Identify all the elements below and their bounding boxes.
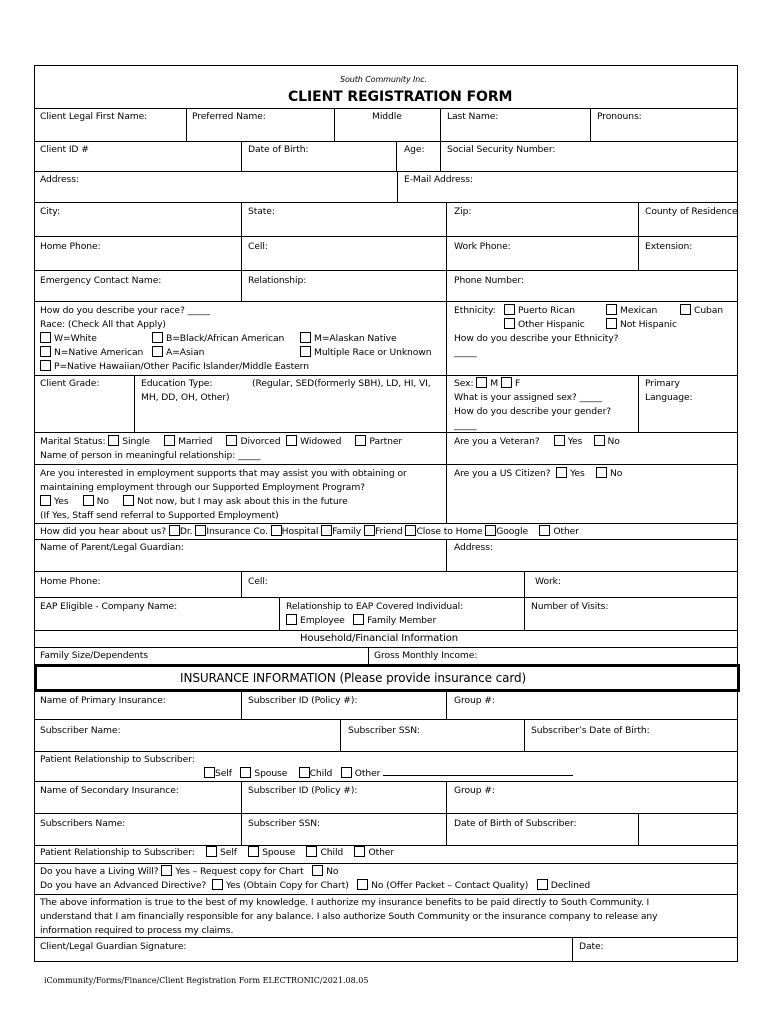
checkbox-spouse[interactable] [248, 846, 259, 857]
middle-name-field[interactable]: Middle [372, 111, 402, 122]
employment-question: Are you interested in employment supports that may assist you with obtaining or [40, 468, 407, 479]
education-type-options: (Regular, SED(formerly SBH), LD, HI, VI, [252, 378, 431, 389]
gender-blank[interactable]: _____ [454, 420, 477, 431]
eap-company-field[interactable]: EAP Eligible - Company Name: [40, 601, 178, 612]
checkbox-child[interactable] [306, 846, 317, 857]
checkbox[interactable] [300, 346, 311, 357]
checkbox[interactable] [364, 525, 375, 536]
group-number-field[interactable]: Group #: [454, 695, 495, 706]
last-name-field[interactable]: Last Name: [447, 111, 499, 122]
ethnicity-puerto-rican-option[interactable]: Puerto Rican [504, 304, 575, 318]
checkbox-no[interactable] [83, 495, 94, 506]
race-alaskan-option[interactable]: M=Alaskan Native [300, 332, 397, 346]
checkbox[interactable] [606, 304, 617, 315]
checkbox-yes[interactable] [40, 495, 51, 506]
checkbox[interactable] [286, 435, 297, 446]
other-blank[interactable] [383, 775, 573, 776]
gender-question: How do you describe your gender? [454, 406, 612, 417]
signature-date-field[interactable]: Date: [579, 941, 604, 952]
checkbox[interactable] [152, 346, 163, 357]
relationship-field[interactable]: Relationship: [248, 275, 307, 286]
email-field[interactable]: E-Mail Address: [404, 174, 473, 185]
checkbox-no[interactable] [357, 879, 368, 890]
signature-field[interactable]: Client/Legal Guardian Signature: [40, 941, 187, 952]
patient-relationship-label: Patient Relationship to Subscriber: [40, 754, 195, 765]
checkbox-yes[interactable] [212, 879, 223, 890]
checkbox-self[interactable] [204, 767, 215, 778]
home-phone-field[interactable]: Home Phone: [40, 241, 101, 252]
primary-insurance-field[interactable]: Name of Primary Insurance: [40, 695, 166, 706]
education-type-options-cont: MH, DD, OH, Other) [141, 392, 230, 403]
primary-language-field[interactable]: Language: [645, 392, 693, 403]
checkbox[interactable] [300, 332, 311, 343]
checkbox[interactable] [195, 525, 206, 536]
checkbox-employee[interactable] [286, 614, 297, 625]
guardian-work-field[interactable]: Work: [535, 576, 561, 587]
checkbox-yes[interactable] [161, 865, 172, 876]
advance-directive-options[interactable]: Do you have an Advanced Directive? Yes (Obtain Copy for Chart) No (Offer Packet – Contact Quality) Declined [40, 880, 591, 891]
checkbox-family-member[interactable] [353, 614, 364, 625]
patient-relationship-secondary[interactable]: Patient Relationship to Subscriber: Self Spouse Child Other [40, 847, 395, 858]
family-size-field[interactable]: Family Size/Dependents [40, 650, 148, 661]
checkbox-other[interactable] [341, 767, 352, 778]
race-question: How do you describe your race? _____ [40, 305, 211, 316]
meaningful-relationship-field[interactable]: Name of person in meaningful relationship: _____ [40, 450, 261, 461]
subscriber-dob-field[interactable]: Subscriber’s Date of Birth: [531, 725, 650, 736]
checkbox[interactable] [485, 525, 496, 536]
ethnicity-cuban-option[interactable]: Cuban [680, 304, 723, 318]
checkbox-yes[interactable] [554, 435, 565, 446]
guardian-address-field[interactable]: Address: [454, 542, 493, 553]
age-field[interactable]: Age: [404, 144, 425, 155]
citizen-options[interactable]: Are you a US Citizen? Yes No [454, 468, 623, 479]
subscriber-dob-secondary-field[interactable]: Date of Birth of Subscriber: [454, 818, 577, 829]
authorization-text-line3: information required to process my claims. [40, 925, 234, 936]
zip-field[interactable]: Zip: [454, 206, 472, 217]
referral-source-options[interactable]: How did you hear about us? Dr. Insurance Co. Hospital Family Friend Close to Home Google Other [40, 526, 579, 537]
phone-number-field[interactable]: Phone Number: [454, 275, 524, 286]
guardian-home-phone-field[interactable]: Home Phone: [40, 576, 101, 587]
checkbox[interactable] [271, 525, 282, 536]
checkbox[interactable] [152, 332, 163, 343]
preferred-name-field[interactable]: Preferred Name: [192, 111, 266, 122]
subscriber-id-secondary-field[interactable]: Subscriber ID (Policy #): [248, 785, 358, 796]
living-will-options[interactable]: Do you have a Living Will? Yes – Request copy for Chart No [40, 866, 339, 877]
checkbox-no[interactable] [596, 467, 607, 478]
checkbox[interactable] [108, 435, 119, 446]
race-black-option[interactable]: B=Black/African American [152, 332, 284, 346]
checkbox[interactable] [169, 525, 180, 536]
checkbox-declined[interactable] [537, 879, 548, 890]
city-field[interactable]: City: [40, 206, 60, 217]
ethnicity-describe-blank[interactable]: _____ [454, 347, 477, 358]
checkbox[interactable] [355, 435, 366, 446]
work-phone-field[interactable]: Work Phone: [454, 241, 511, 252]
extension-field[interactable]: Extension: [645, 241, 693, 252]
checkbox-self[interactable] [206, 846, 217, 857]
eap-relationship-label: Relationship to EAP Covered Individual: [286, 601, 464, 612]
checkbox[interactable] [539, 525, 550, 536]
authorization-text-line2: understand that I am financially responsible for any balance. I also authorize South Community or the insurance company to release any [40, 911, 658, 922]
checkbox[interactable] [504, 304, 515, 315]
checkbox[interactable] [40, 360, 51, 371]
household-heading: Household/Financial Information [300, 633, 459, 644]
subscriber-id-field[interactable]: Subscriber ID (Policy #): [248, 695, 358, 706]
county-field[interactable]: County of Residence [645, 206, 737, 217]
checkbox-spouse[interactable] [240, 767, 251, 778]
veteran-options[interactable]: Are you a Veteran? Yes No [454, 436, 620, 447]
race-asian-option[interactable]: A=Asian [152, 346, 204, 360]
date-of-birth-field[interactable]: Date of Birth: [248, 144, 309, 155]
patient-relationship-options[interactable]: Self Spouse Child Other [204, 767, 573, 781]
ethnicity-label: Ethnicity: [454, 305, 496, 316]
authorization-text-line1: The above information is true to the best of my knowledge. I authorize my insurance benefits to be paid directly to South Community. I [40, 897, 650, 908]
form-title: CLIENT REGISTRATION FORM [288, 89, 513, 105]
checkbox-no[interactable] [594, 435, 605, 446]
employment-question-cont: maintaining employment through our Supported Employment Program? [40, 482, 365, 493]
race-pacific-option[interactable]: P=Native Hawaiian/Other Pacific Islander/Middle Eastern [40, 360, 309, 374]
eap-relationship-options[interactable]: Employee Family Member [286, 614, 436, 628]
ethnicity-describe-question: How do you describe your Ethnicity? [454, 333, 619, 344]
checkbox[interactable] [321, 525, 332, 536]
group-number-secondary-field[interactable]: Group #: [454, 785, 495, 796]
secondary-insurance-field[interactable]: Name of Secondary Insurance: [40, 785, 179, 796]
race-white-option[interactable]: W=White [40, 332, 97, 346]
education-type-label: Education Type: [141, 378, 213, 389]
client-id-field[interactable]: Client ID # [40, 144, 89, 155]
checkbox-f[interactable] [501, 377, 512, 388]
checkbox[interactable] [680, 304, 691, 315]
eap-visits-field[interactable]: Number of Visits: [531, 601, 609, 612]
guardian-cell-field[interactable]: Cell: [248, 576, 268, 587]
address-field[interactable]: Address: [40, 174, 79, 185]
checkbox-no[interactable] [312, 865, 323, 876]
subscriber-ssn-secondary-field[interactable]: Subscriber SSN: [248, 818, 320, 829]
checkbox-not-now[interactable] [123, 495, 134, 506]
cell-phone-field[interactable]: Cell: [248, 241, 268, 252]
checkbox-child[interactable] [299, 767, 310, 778]
employment-referral-note: (If Yes, Staff send referral to Supported Employment) [40, 510, 279, 521]
checkbox[interactable] [606, 318, 617, 329]
checkbox[interactable] [405, 525, 416, 536]
ethnicity-other-hispanic-option[interactable]: Other Hispanic [504, 318, 585, 332]
race-multiple-option[interactable]: Multiple Race or Unknown [300, 346, 431, 360]
sex-options[interactable]: Sex: M F [454, 378, 521, 389]
ethnicity-mexican-option[interactable]: Mexican [606, 304, 657, 318]
ssn-field[interactable]: Social Security Number: [447, 144, 556, 155]
checkbox-yes[interactable] [556, 467, 567, 478]
checkbox[interactable] [226, 435, 237, 446]
ethnicity-not-hispanic-option[interactable]: Not Hispanic [606, 318, 677, 332]
checkbox[interactable] [40, 332, 51, 343]
checkbox-m[interactable] [476, 377, 487, 388]
assigned-sex-field[interactable]: What is your assigned sex? _____ [454, 392, 602, 403]
organization-name: South Community Inc. [340, 75, 428, 84]
insurance-heading: INSURANCE INFORMATION (Please provide insurance card) [180, 671, 527, 685]
primary-language-label: Primary [645, 378, 680, 389]
checkbox[interactable] [164, 435, 175, 446]
employment-options[interactable]: Yes No Not now, but I may ask about this in the future [40, 495, 348, 509]
race-native-american-option[interactable]: N=Native American [40, 346, 143, 360]
subscriber-name-field[interactable]: Subscriber Name: [40, 725, 121, 736]
pronouns-field[interactable]: Pronouns: [597, 111, 642, 122]
checkbox-other[interactable] [354, 846, 365, 857]
client-grade-field[interactable]: Client Grade: [40, 378, 100, 389]
first-name-field[interactable]: Client Legal First Name: [40, 111, 148, 122]
subscribers-name-field[interactable]: Subscribers Name: [40, 818, 126, 829]
form-footer-path: iCommunity/Forms/Finance/Client Registration Form ELECTRONIC/2021.08.05 [44, 976, 369, 985]
gross-income-field[interactable]: Gross Monthly Income: [374, 650, 478, 661]
checkbox[interactable] [504, 318, 515, 329]
guardian-name-field[interactable]: Name of Parent/Legal Guardian: [40, 542, 184, 553]
checkbox[interactable] [40, 346, 51, 357]
emergency-contact-field[interactable]: Emergency Contact Name: [40, 275, 162, 286]
marital-status-options[interactable]: Marital Status: Single Married Divorced Widowed Partner [40, 436, 403, 447]
subscriber-ssn-field[interactable]: Subscriber SSN: [348, 725, 420, 736]
race-check-all-label: Race: (Check All that Apply) [40, 319, 166, 330]
state-field[interactable]: State: [248, 206, 275, 217]
